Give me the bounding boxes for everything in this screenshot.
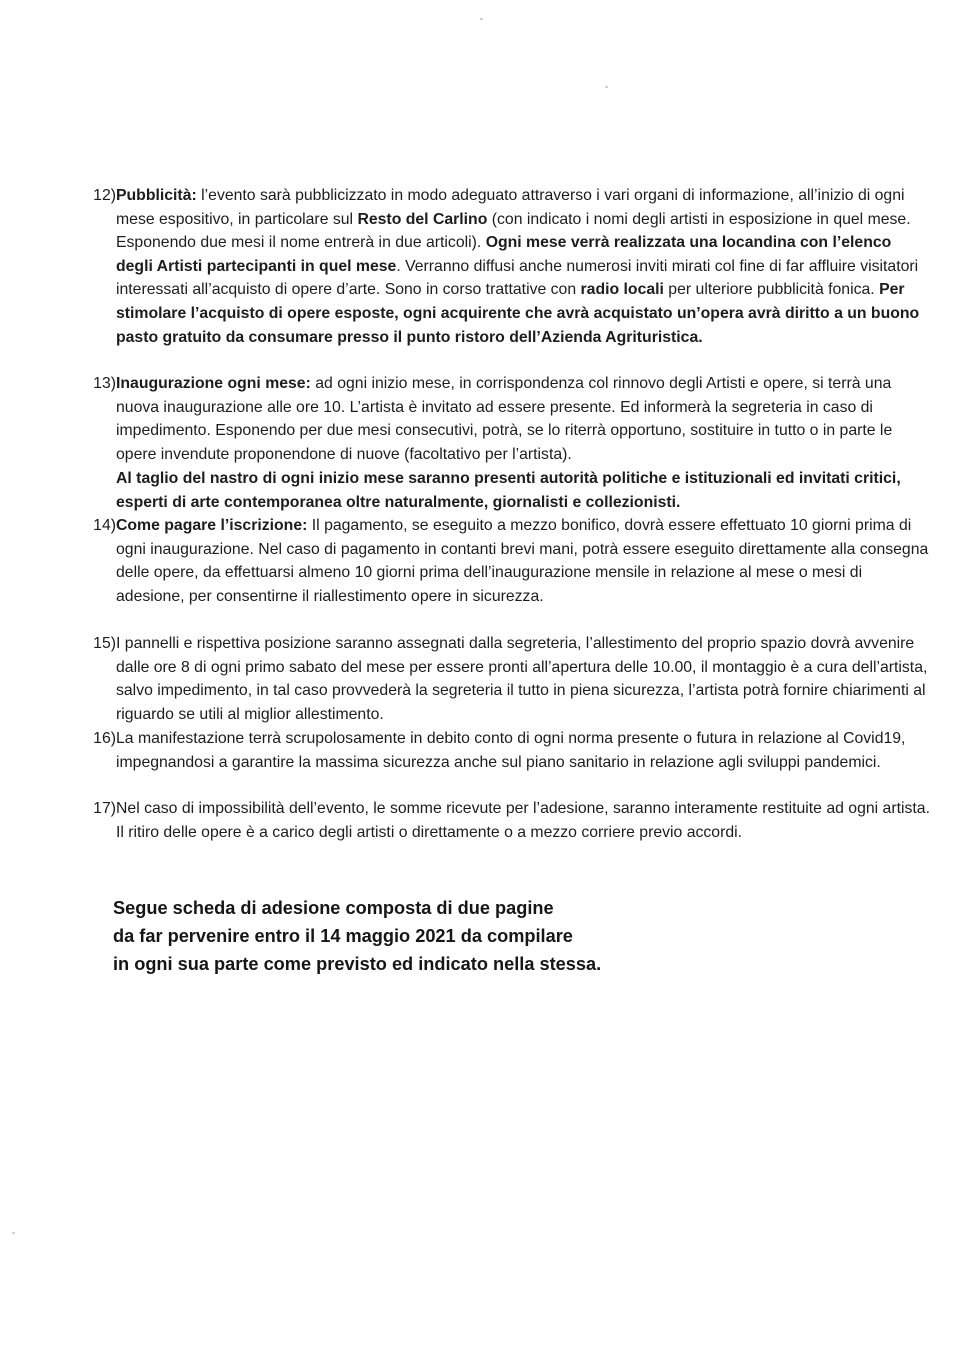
item-body [116,372,932,515]
item-body [116,514,932,608]
item-text: l’evento sarà pubblicizzato in modo adeguato attraverso i vari organi di informazione, all’inizio di ogni mese espositivo, in particolare sul [116,187,905,228]
item-bold-text: radio locali [580,281,664,299]
list-item-15 [76,632,932,726]
scan-speck [12,1232,15,1234]
item-number: 13) [93,375,116,392]
item-heading: Inaugurazione ogni mese: [116,375,311,392]
item-paragraph [116,184,932,349]
item-paragraph [116,727,932,774]
item-paragraph [116,372,932,466]
closing-line: Segue scheda di adesione composta di due pagine [113,898,554,918]
item-number: 14) [93,517,116,534]
item-paragraph [116,632,932,726]
item-bold-text: Per stimolare l’acquisto di opere esposte, ogni acquirente che avrà acquistato un’opera avrà diritto a un buono pasto gratuito da consumare presso il punto ristoro dell’Azienda Agrituristica. [116,281,920,346]
item-text: (con indicato i nomi degli artisti in esposizione in quel mese. Esponendo due mesi il nome entrerà in due articoli). [116,210,911,252]
list-item-12 [76,184,932,349]
item-text: La manifestazione terrà scrupolosamente in debito conto di ogni norma presente o futura in relazione al Covid19, impegnandosi a garantire la massima sicurezza anche sul piano sanitario in relazione agli sviluppi pandemici. [116,730,906,771]
item-body [116,797,932,844]
list-item-17 [76,797,932,844]
item-paragraph [116,514,932,608]
item-paragraph [116,797,932,844]
item-bold-text: Ogni mese verrà realizzata una locandina con l’elenco degli Artisti partecipanti in quel mese [116,234,892,275]
closing-line: in ogni sua parte come previsto ed indicato nella stessa. [113,954,602,974]
item-heading: Come pagare l’iscrizione: [116,517,308,534]
closing-line: da far pervenire entro il 14 maggio 2021 da compilare [113,926,573,946]
item-number: 12) [93,187,116,204]
item-number: 17) [93,800,116,817]
list-item-13 [76,372,932,515]
item-number: 15) [93,635,116,652]
item-text: ad ogni inizio mese, in corrispondenza col rinnovo degli Artisti e opere, si terrà una nuova inaugurazione alle ore 10. L’artista è invitato ad essere presente. Ed informerà la segreteria in caso di impedimento. Esponendo per due mesi consecutivi, potrà, se lo riterrà opportuno, sostituire in tutto o in parte le opere invendute proponendone di nuove (facoltativo per l’artista). [116,375,893,463]
item-heading: Pubblicità: [116,187,197,204]
scan-speck [605,86,608,88]
item-text: Il pagamento, se eseguito a mezzo bonifico, dovrà essere effettuato 10 giorni prima di ogni inaugurazione. Nel caso di pagamento in contanti brevi mani, potrà essere eseguito direttamente alla consegna delle opere, da effettuarsi almeno 10 giorni prima dell’inaugurazione mensile in relazione al mese o mesi di adesione, per consentirne il riallestimento opere in sicurezza. [116,517,929,605]
list-item-14 [76,514,932,608]
item-text: per ulteriore pubblicità fonica. [663,281,880,299]
item-text: . Verranno diffusi anche numerosi inviti mirati col fine di far affluire visitatori interessati all’acquisto di opere d’arte. Sono in corso trattative con [116,257,919,299]
list-item-16 [76,727,932,774]
item-number: 16) [93,730,116,747]
scan-speck [480,18,483,20]
item-note [116,467,932,514]
item-bold-text: Resto del Carlino [357,210,488,228]
item-body [116,632,932,726]
item-body [116,727,932,774]
item-body [116,184,932,349]
closing-notice [113,894,601,978]
item-text: Nel caso di impossibilità dell’evento, le somme ricevute per l’adesione, saranno interamente restituite ad ogni artista. Il ritiro delle opere è a carico degli artisti o direttamente o a mezzo corriere previo accordi. [116,800,930,841]
item-text: I pannelli e rispettiva posizione saranno assegnati dalla segreteria, l’allestimento del proprio spazio dovrà avvenire dalle ore 8 di ogni primo sabato del mese per essere pronti all’apertura delle 10.00, il montaggio è a cura dell’artista, salvo impedimento, in tal caso provvederà la segreteria il tutto in piena sicurezza, l’artista potrà fornire chiarimenti al riguardo se utili al miglior allestimento. [116,635,928,723]
item-note-text: Al taglio del nastro di ogni inizio mese saranno presenti autorità politiche e istituzionali ed invitati critici, esperti di arte contemporanea oltre naturalmente, giornalisti e collezionisti. [116,470,901,511]
